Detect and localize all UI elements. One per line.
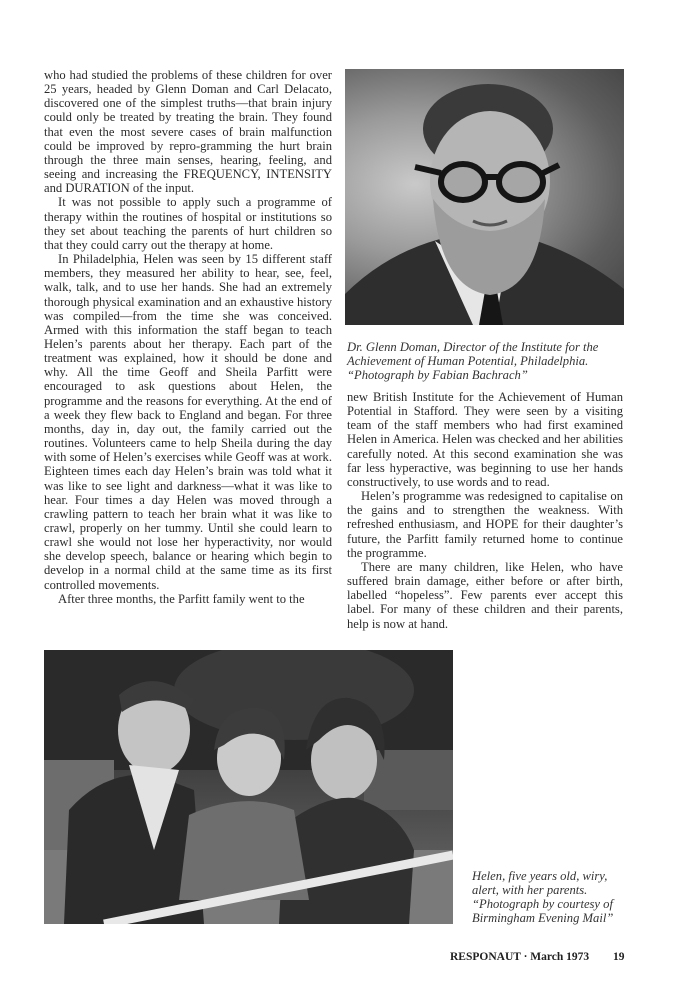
caption-line: “Photograph by Fabian Bachrach” [347, 368, 528, 382]
caption-line: Helen, five years old, wiry, [472, 869, 608, 883]
paragraph: After three months, the Parfitt family went to the [58, 591, 305, 606]
family-photo-caption [472, 869, 642, 925]
portrait-photo-glenn-doman [345, 69, 624, 325]
caption-line: Achievement of Human Potential, Philadelphia. [347, 354, 589, 368]
family-image-icon [44, 650, 453, 924]
caption-line: alert, with her parents. [472, 883, 588, 897]
portrait-image-icon [345, 69, 624, 325]
right-text-column [347, 390, 623, 631]
paragraph: who had studied the problems of these children for over 25 years, headed by Glenn Doman and Carl Delacato, discovered one of the simplest truths—that brain injury could only be treated by treating the brain. They found that even the most severe cases of brain malfunction could be improved by repro-gramming the hurt brain through the three main senses, hearing, feeling, and seeing and increasing the FREQUENCY, INTENSITY and DURATION of the input. [44, 68, 332, 196]
left-text-column [44, 68, 332, 606]
caption-line: “Photograph by courtesy of [472, 897, 613, 911]
caption-line: Birmingham Evening Mail” [472, 911, 614, 925]
paragraph: There are many children, like Helen, who have suffered brain damage, either before or after birth, labelled “hopeless”. Few parents ever accept this label. For many of these children and their parents, help is now at hand. [347, 559, 623, 631]
page-number: 19 [613, 951, 625, 963]
paragraph: Helen’s programme was redesigned to capitalise on the gains and to strengthen the weakness. With refreshed enthusiasm, and HOPE for their daughter’s future, the Parfitt family returned home to continue the programme. [347, 489, 623, 560]
paragraph: It was not possible to apply such a programme of therapy within the routines of hospital or institutions so they set about teaching the parents of hurt children so that they could carry out the therapy at home. [44, 195, 332, 252]
portrait-caption [347, 340, 627, 382]
paragraph: In Philadelphia, Helen was seen by 15 different staff members, they measured her ability to hear, see, feel, walk, talk, and to use her hands. She had an extremely thorough physical examination and an exhaustive history was compiled—from the time she was conceived. Armed with this information the staff began to teach Helen’s parents about her therapy. Each part of the treatment was explained, how it should be done and why. All the time Geoff and Sheila Parfitt were encouraged to ask questions about Helen, the programme and the reasons for everything. At the end of a week they flew back to England and began. For three months, day in, day out, the family carried out the routines. Volunteers came to help Sheila during the day with some of Helen’s exercises while Geoff was at work. Eighteen times each day Helen’s brain was told what it was like to see light and darkness—what it was like to hear. Four times a day Helen was moved through a crawling pattern to teach her brain what it was like to crawl, properly on her tummy. Until she could learn to crawl she would not lose her hyperactivity, nor would she develop speech, balance or hearing which begin to develop in a normal child at the same time as its first controlled movements. [44, 252, 332, 592]
paragraph: new British Institute for the Achievement of Human Potential in Stafford. They were seen by a visiting team of the staff members who had first examined Helen in America. Helen was checked and her abilities carefully noted. At this second examination she was far less hyperactive, was beginning to use her hands constructively, to use words and to read. [347, 390, 623, 489]
family-photo-helen-parents [44, 650, 453, 924]
magazine-issue: RESPONAUT · March 1973 [450, 951, 590, 963]
caption-line: Dr. Glenn Doman, Director of the Institute for the [347, 340, 599, 354]
